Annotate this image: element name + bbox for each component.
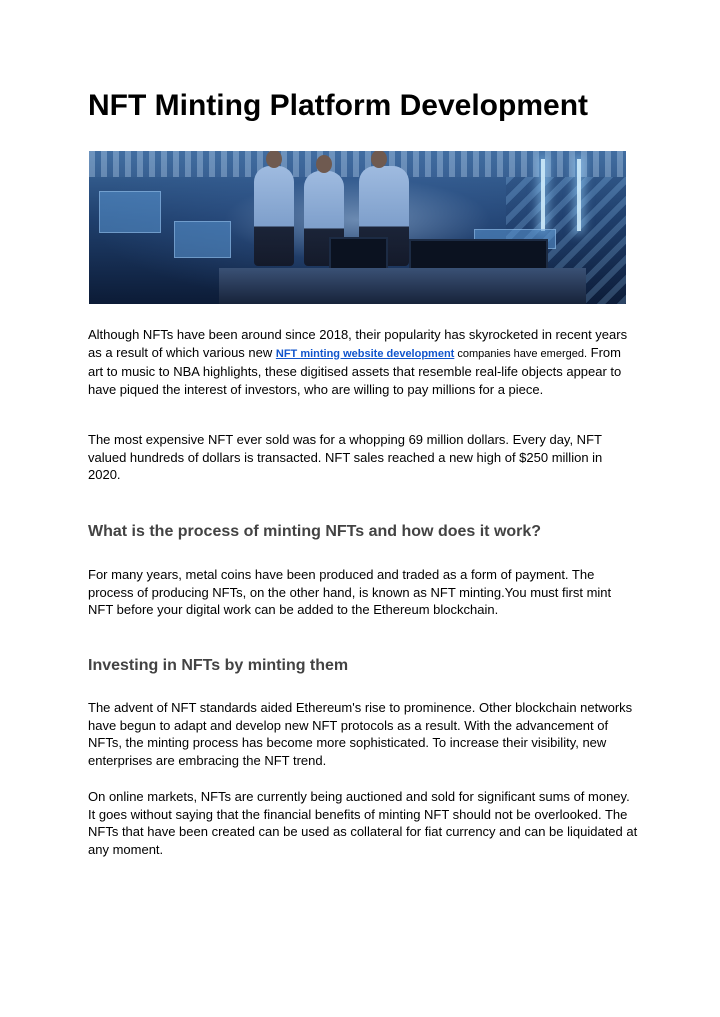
intro-text-rest: From art to music to NBA highlights, these digitised assets that resemble real-life objects appear to have piqued the interest of investors, who are willing to pay millions for a piece. [88,344,622,397]
person-head [316,155,332,173]
person-head [266,151,282,168]
intro-text: Although NFTs have been around since 2018, their popularity has skyrocketed in recent years as a result of which various new [88,327,628,360]
nft-minting-link[interactable]: NFT minting website development [275,347,455,360]
section-2-paragraph-1: The advent of NFT standards aided Ethereum's rise to prominence. Other blockchain networks have begun to adapt and develop new NFT protocols as a result. With the advancement of NFTs, the minting process has become more sophisticated. To increase their visibility, new enterprises are embracing the NFT trend. [88,700,633,768]
ceiling-lights-decoration [89,151,626,177]
person-figure [254,166,294,266]
light-bar-decoration [541,159,545,231]
hero-image [89,151,626,304]
intro-paragraph [88,326,638,398]
section-1-heading: What is the process of minting NFTs and how does it work? [88,523,542,540]
page-title: NFT Minting Platform Development [88,89,589,122]
intro-text-small: companies have emerged. [454,347,588,360]
light-bar-decoration [577,159,581,231]
paragraph-2: The most expensive NFT ever sold was for a whopping 69 million dollars. Every day, NFT valued hundreds of dollars is transacted. NFT sales reached a new high of $250 million in 2020. [88,432,603,482]
section-1-paragraph: For many years, metal coins have been produced and traded as a form of payment. The process of producing NFTs, on the other hand, is known as NFT minting.You must first mint NFT before your digital work can be added to the Ethereum blockchain. [88,567,612,617]
section-2-heading: Investing in NFTs by minting them [88,657,349,674]
wall-screen-decoration [99,191,161,233]
wall-screen-decoration [174,221,231,258]
section-2-paragraph-2: On online markets, NFTs are currently being auctioned and sold for significant sums of money. It goes without saying that the financial benefits of minting NFT should not be overlooked. The NFTs that have been created can be used as collateral for fiat currency and can be liquidated at any moment. [88,789,638,857]
person-head [371,151,387,168]
desk-decoration [219,268,586,304]
